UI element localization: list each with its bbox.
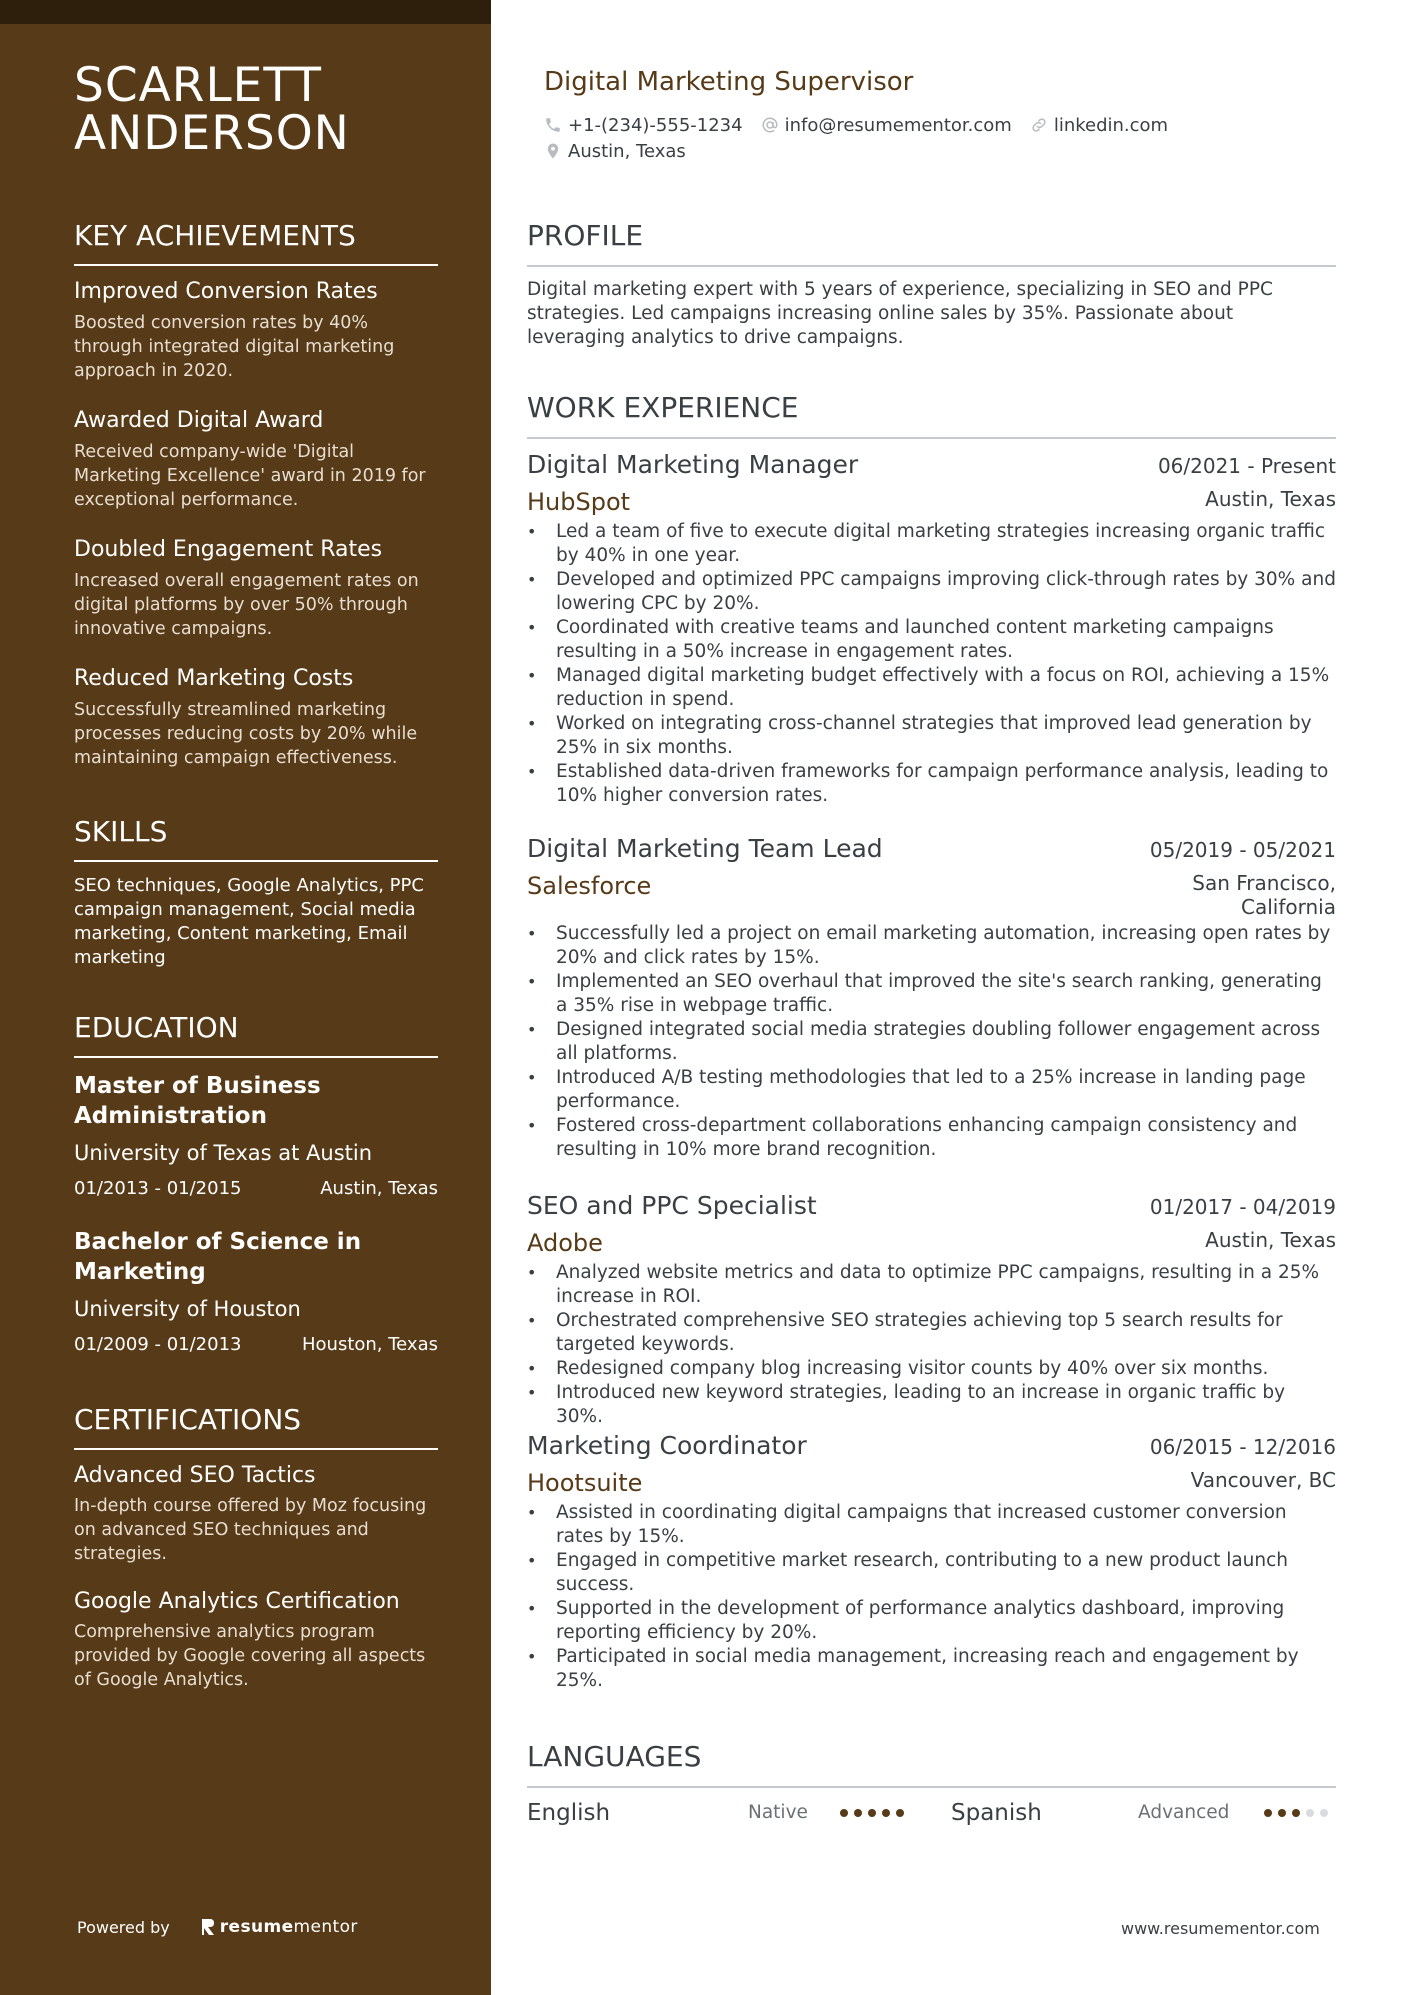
language-name: English [527, 1800, 611, 1826]
education-item [74, 1227, 438, 1357]
education-location: Austin, Texas [320, 1178, 438, 1199]
job-bullets [527, 1501, 1336, 1693]
linkedin-text: linkedin.com [1053, 114, 1169, 136]
powered-by [77, 1917, 358, 1937]
achievements-heading: KEY ACHIEVEMENTS [74, 219, 438, 266]
last-name: ANDERSON [74, 106, 350, 161]
job-dates: 06/2021 - Present [1157, 454, 1336, 478]
rating-dot-filled [1264, 1809, 1272, 1817]
rating-dot-filled [854, 1809, 862, 1817]
job-dates: 05/2019 - 05/2021 [1149, 838, 1336, 862]
job-entry [527, 1430, 1336, 1693]
education-degree: Bachelor of Science in Marketing [74, 1229, 362, 1285]
job-bullet: • Developed and optimized PPC campaigns improving click-through rates by 30% and lowering CPC by 20%. [527, 568, 1336, 616]
achievement-title: Doubled Engagement Rates [74, 537, 383, 562]
languages-list [527, 1797, 1336, 1829]
first-name: SCARLETT [74, 58, 322, 113]
main-content [527, 0, 1336, 1995]
rating-dot-filled [1292, 1809, 1300, 1817]
language-rating [840, 1809, 904, 1817]
job-role: Digital Marketing Manager [527, 450, 859, 479]
achievement-desc: Increased overall engagement rates on digital platforms by over 50% through innovative campaigns. [74, 571, 419, 639]
education-degree: Master of Business Administration [74, 1073, 321, 1129]
job-role: Digital Marketing Team Lead [527, 834, 883, 863]
job-entry [527, 449, 1336, 808]
education-item [74, 1071, 438, 1201]
job-location: San Francisco, California [1192, 871, 1336, 919]
rating-dot-empty [1320, 1809, 1328, 1817]
phone-text: +1-(234)-555-1234 [568, 114, 743, 136]
profile-heading: PROFILE [527, 219, 1336, 267]
achievement-title: Reduced Marketing Costs [74, 666, 354, 691]
job-bullets [527, 922, 1336, 1162]
location-text: Austin, Texas [568, 140, 686, 162]
job-company: HubSpot [527, 488, 631, 516]
rating-dot-empty [1306, 1809, 1314, 1817]
job-bullets [527, 1261, 1336, 1429]
language-level: Native [748, 1802, 808, 1823]
job-entry [527, 1190, 1336, 1429]
sidebar [0, 0, 491, 1995]
rating-dot-filled [868, 1809, 876, 1817]
email-text: info@resumementor.com [784, 114, 1012, 136]
job-dates: 06/2015 - 12/2016 [1149, 1435, 1336, 1459]
languages-heading: LANGUAGES [527, 1740, 1336, 1788]
job-bullet: • Orchestrated comprehensive SEO strategies achieving top 5 search results for targeted keywords. [527, 1309, 1336, 1357]
powered-by-label: Powered by [77, 1917, 170, 1937]
education-dates: 01/2009 - 01/2013 [74, 1334, 242, 1355]
phone[interactable] [544, 115, 743, 136]
job-bullet: • Engaged in competitive market research, contributing to a new product launch success. [527, 1549, 1336, 1597]
certification-desc: In-depth course offered by Moz focusing on advanced SEO techniques and strategies. [74, 1496, 427, 1564]
achievement-item [74, 536, 438, 641]
job-bullets [527, 520, 1336, 808]
education-location: Houston, Texas [301, 1334, 438, 1355]
profile-summary: Digital marketing expert with 5 years of experience, specializing in SEO and PPC strategies. Led campaigns increasing online sales by 35%. Passionate about leveraging analytics to drive campaigns. [527, 279, 1273, 348]
job-location: Vancouver, BC [1190, 1468, 1336, 1492]
job-bullet: • Supported in the development of performance analytics dashboard, improving reporting efficiency by 20%. [527, 1597, 1336, 1645]
job-title: Digital Marketing Supervisor [544, 67, 914, 97]
job-location: Austin, Texas [1205, 1228, 1336, 1252]
achievement-title: Improved Conversion Rates [74, 279, 378, 304]
at-icon [761, 116, 779, 134]
job-role: Marketing Coordinator [527, 1431, 807, 1460]
education-meta [74, 1177, 438, 1201]
job-bullet: • Implemented an SEO overhaul that improved the site's search ranking, generating a 35% rise in webpage traffic. [527, 970, 1336, 1018]
certification-desc: Comprehensive analytics program provided by Google covering all aspects of Google Analytics. [74, 1622, 426, 1690]
education-school: University of Texas at Austin [74, 1141, 373, 1165]
language-level: Advanced [1138, 1802, 1230, 1823]
language-rating [1264, 1809, 1328, 1817]
rating-dot-filled [896, 1809, 904, 1817]
job-bullet: • Analyzed website metrics and data to optimize PPC campaigns, resulting in a 25% increase in ROI. [527, 1261, 1336, 1309]
education-heading: EDUCATION [74, 1011, 438, 1058]
job-bullet: • Designed integrated social media strategies doubling follower engagement across all platforms. [527, 1018, 1336, 1066]
job-company: Salesforce [527, 872, 652, 900]
job-bullet: • Established data-driven frameworks for campaign performance analysis, leading to 10% higher conversion rates. [527, 760, 1336, 808]
location [544, 141, 686, 162]
sidebar-top-bar [0, 0, 491, 24]
achievement-desc: Boosted conversion rates by 40% through integrated digital marketing approach in 2020. [74, 313, 395, 381]
achievement-desc: Received company-wide 'Digital Marketing Excellence' award in 2019 for exceptional performance. [74, 442, 426, 510]
achievement-item [74, 407, 438, 512]
education-meta [74, 1333, 438, 1357]
phone-icon [544, 116, 562, 134]
job-bullet: • Introduced new keyword strategies, leading to an increase in organic traffic by 30%. [527, 1381, 1336, 1429]
resumementor-logo[interactable] [200, 1917, 358, 1937]
rating-dot-filled [1278, 1809, 1286, 1817]
language-name: Spanish [951, 1800, 1042, 1826]
skills-list: SEO techniques, Google Analytics, PPC campaign management, Social media marketing, Content marketing, Email marketing [74, 875, 424, 968]
certification-item [74, 1588, 438, 1692]
language-item [951, 1797, 1042, 1829]
achievement-desc: Successfully streamlined marketing processes reducing costs by 20% while maintaining campaign effectiveness. [74, 700, 418, 768]
email[interactable] [761, 115, 1012, 136]
job-bullet: • Participated in social media management, increasing reach and engagement by 25%. [527, 1645, 1336, 1693]
achievement-item [74, 665, 438, 770]
education-school: University of Houston [74, 1297, 301, 1321]
brand-bold: resume [219, 1917, 294, 1937]
certification-title: Google Analytics Certification [74, 1589, 400, 1614]
job-bullet: • Redesigned company blog increasing visitor counts by 40% over six months. [527, 1357, 1336, 1381]
brand-thin: mentor [293, 1917, 358, 1937]
job-bullet: • Successfully led a project on email marketing automation, increasing open rates by 20% and click rates by 15%. [527, 922, 1336, 970]
job-role: SEO and PPC Specialist [527, 1191, 817, 1220]
job-bullet: • Worked on integrating cross-channel strategies that improved lead generation by 25% in six months. [527, 712, 1336, 760]
achievement-item [74, 278, 438, 383]
job-dates: 01/2017 - 04/2019 [1149, 1195, 1336, 1219]
language-item [527, 1797, 610, 1829]
job-company: Adobe [527, 1229, 603, 1257]
certification-item [74, 1462, 438, 1566]
contact-info [544, 112, 1324, 164]
experience-heading: WORK EXPERIENCE [527, 391, 1336, 439]
achievement-title: Awarded Digital Award [74, 408, 324, 433]
rating-dot-filled [840, 1809, 848, 1817]
link-icon [1030, 116, 1048, 134]
location-pin-icon [544, 142, 562, 160]
job-location: Austin, Texas [1205, 487, 1336, 511]
website-link[interactable]: www.resumementor.com [1121, 1919, 1320, 1938]
resumementor-logo-icon [200, 1917, 216, 1937]
job-bullet: • Coordinated with creative teams and launched content marketing campaigns resulting in a 50% increase in engagement rates. [527, 616, 1336, 664]
certification-title: Advanced SEO Tactics [74, 1463, 316, 1488]
rating-dot-filled [882, 1809, 890, 1817]
job-bullet: • Assisted in coordinating digital campaigns that increased customer conversion rates by 15%. [527, 1501, 1336, 1549]
job-bullet: • Introduced A/B testing methodologies that led to a 25% increase in landing page performance. [527, 1066, 1336, 1114]
certifications-heading: CERTIFICATIONS [74, 1403, 438, 1450]
job-entry [527, 833, 1336, 1162]
linkedin[interactable] [1030, 115, 1168, 136]
job-company: Hootsuite [527, 1469, 643, 1497]
skills-heading: SKILLS [74, 815, 438, 862]
job-bullet: • Fostered cross-department collaborations enhancing campaign consistency and resulting in 10% more brand recognition. [527, 1114, 1336, 1162]
job-bullet: • Managed digital marketing budget effectively with a focus on ROI, achieving a 15% reduction in spend. [527, 664, 1336, 712]
job-bullet: • Led a team of five to execute digital marketing strategies increasing organic traffic by 40% in one year. [527, 520, 1336, 568]
education-dates: 01/2013 - 01/2015 [74, 1178, 242, 1199]
candidate-name [74, 58, 454, 161]
